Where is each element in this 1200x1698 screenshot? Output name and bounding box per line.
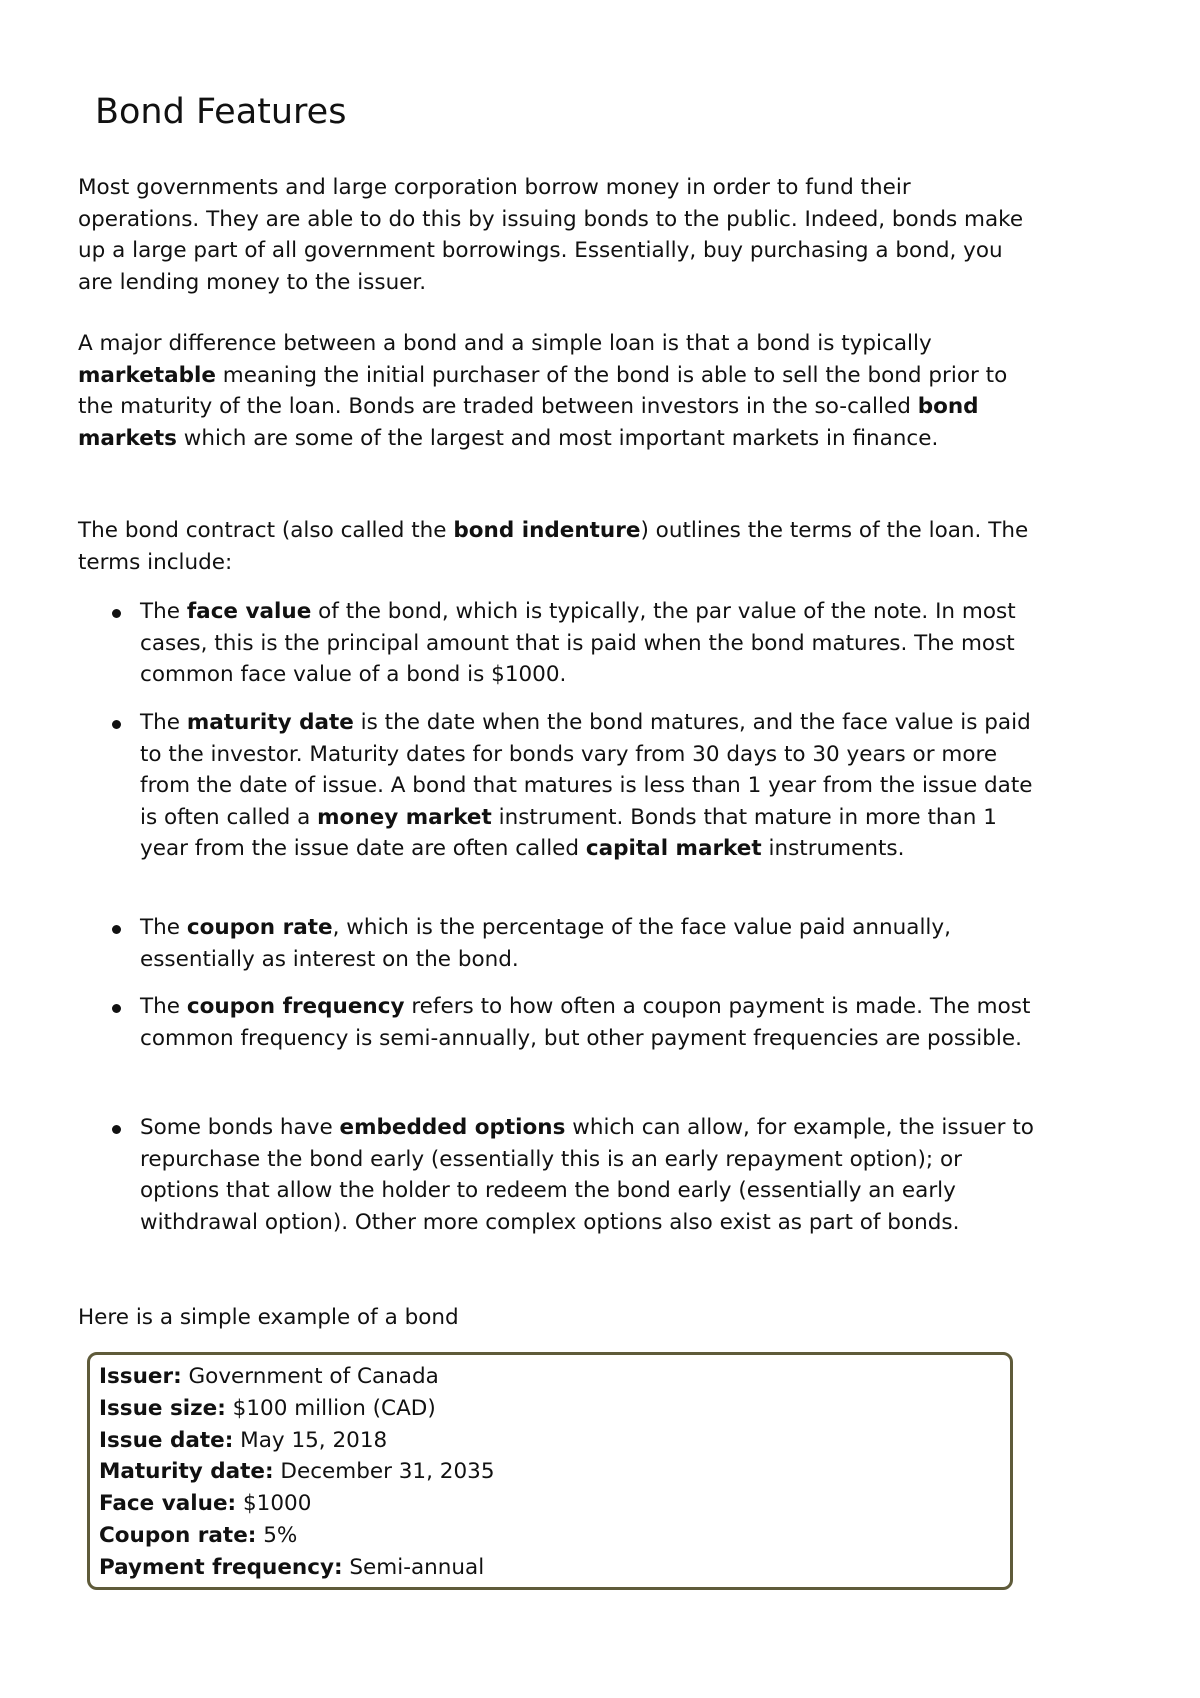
- bullet-icon: [112, 925, 121, 934]
- term-marketable: marketable: [78, 362, 216, 388]
- indenture-paragraph: [78, 515, 1038, 578]
- list-item-embedded-options: [78, 1112, 1038, 1238]
- term-capital-market: capital market: [585, 836, 762, 861]
- text-span: Some bonds have: [140, 1115, 340, 1140]
- bond-field-issue-date: [99, 1425, 1010, 1457]
- field-value: $100 million (CAD): [225, 1395, 436, 1421]
- page-title: Bond Features: [95, 92, 347, 132]
- list-item-coupon-rate: [78, 912, 1038, 975]
- field-label: Coupon rate:: [99, 1522, 257, 1548]
- field-value: $1000: [236, 1491, 312, 1517]
- text-span: The: [140, 710, 187, 735]
- field-value: Semi-annual: [342, 1554, 485, 1580]
- bullet-icon: [112, 1004, 121, 1013]
- term-money-market: money market: [317, 804, 492, 830]
- field-label: Issuer:: [99, 1364, 182, 1389]
- field-value: 5%: [256, 1522, 298, 1548]
- term-coupon-rate: coupon rate: [186, 915, 333, 940]
- field-value: December 31, 2035: [273, 1459, 495, 1485]
- term-bond-markets: bond markets: [78, 394, 979, 451]
- list-item-face-value: [78, 596, 1038, 691]
- field-label: Maturity date:: [99, 1459, 274, 1485]
- example-bond-box: [87, 1352, 1013, 1590]
- text-span: The bond contract (also called the: [78, 518, 454, 543]
- field-label: Issue size:: [99, 1395, 226, 1421]
- text-span: ) outlines the terms of the loan. The terms include:: [78, 518, 1029, 575]
- term-bond-indenture: bond indenture: [453, 518, 641, 543]
- text-span: is the date when the bond matures, and the face value is paid to the investor. Maturity dates for bonds vary from 30 days to 30 years or more from the date of issue. A bond that matures is less than 1 year from the issue date is often called a: [140, 710, 1033, 830]
- bond-field-payment-frequency: [99, 1552, 1010, 1584]
- text-span: instrument. Bonds that mature in more than 1 year from the issue date are often called: [140, 804, 997, 861]
- field-label: Payment frequency:: [99, 1554, 343, 1580]
- term-coupon-frequency: coupon frequency: [186, 994, 405, 1019]
- text-span: which are some of the largest and most important markets in finance.: [176, 425, 939, 451]
- term-maturity-date: maturity date: [186, 710, 354, 735]
- bond-field-maturity-date: [99, 1456, 1010, 1488]
- field-label: Face value:: [99, 1491, 237, 1517]
- bond-field-issue-size: [99, 1393, 1010, 1425]
- list-item-coupon-frequency: [78, 991, 1038, 1054]
- text-span: of the bond, which is typically, the par value of the note. In most cases, this is the principal amount that is paid when the bond matures. The most common face value of a bond is $1000.: [140, 599, 1016, 687]
- bullet-icon: [112, 609, 121, 618]
- field-value: Government of Canada: [181, 1364, 439, 1389]
- bullet-icon: [112, 720, 121, 729]
- text-span: which can allow, for example, the issuer to repurchase the bond early (essentially this is an early repayment option); or options that allow the holder to redeem the bond early (essentially an early withdrawal option). Other more complex options also exist as part of bonds.: [140, 1115, 1034, 1235]
- bond-field-coupon-rate: [99, 1520, 1010, 1552]
- bond-field-face-value: [99, 1488, 1010, 1520]
- intro-paragraph: Most governments and large corporation borrow money in order to fund their operations. They are able to do this by issuing bonds to the public. Indeed, bonds make up a large part of all government borrowings. Essentially, buy purchasing a bond, you are lending money to the issuer.: [78, 175, 1024, 295]
- text-span: A major difference between a bond and a simple loan is that a bond is typically: [78, 331, 932, 356]
- text-span: , which is the percentage of the face value paid annually, essentially as interest on the bond.: [140, 915, 951, 972]
- text-span: The: [140, 994, 187, 1019]
- term-embedded-options: embedded options: [339, 1115, 566, 1140]
- bond-field-issuer: [99, 1361, 1010, 1393]
- marketable-paragraph: [78, 328, 1038, 454]
- text-span: refers to how often a coupon payment is made. The most common frequency is semi-annually, but other payment frequencies are possible.: [140, 994, 1031, 1051]
- list-item-maturity-date: [78, 707, 1038, 865]
- field-label: Issue date:: [99, 1427, 234, 1453]
- field-value: May 15, 2018: [233, 1427, 388, 1453]
- text-span: instruments.: [761, 836, 905, 861]
- text-span: The: [140, 599, 187, 624]
- example-intro: Here is a simple example of a bond: [78, 1305, 459, 1330]
- bullet-icon: [112, 1125, 121, 1134]
- term-face-value: face value: [186, 599, 312, 624]
- text-span: meaning the initial purchaser of the bond is able to sell the bond prior to the maturity of the loan. Bonds are traded between investors in the so-called: [78, 362, 1008, 419]
- text-span: The: [140, 915, 187, 940]
